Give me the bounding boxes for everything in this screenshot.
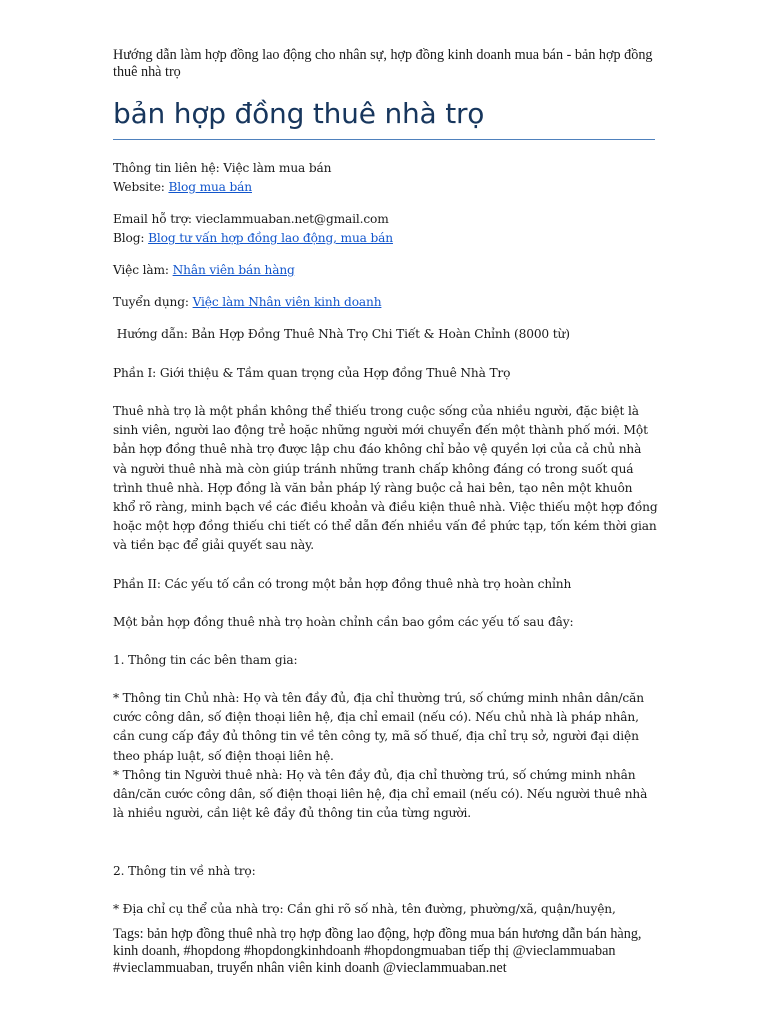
title-underline (113, 139, 655, 140)
tags-footer: Tags: bản hợp đồng thuê nhà trọ hợp đồng lao động, hợp đồng mua bán hương dẫn bán hàng, kinh doanh, #hopdong #hopdongkinhdoanh #hopdongmuaban tiếp thị @vieclammuaban #vieclammuaban, truyển nhân viên kinh doanh @vieclammuaban.net (113, 926, 642, 976)
website-line (113, 178, 658, 197)
blog-label: Blog: (113, 231, 149, 245)
section1-paragraph: * Thông tin Chủ nhà: Họ và tên đầy đủ, địa chỉ thường trú, số chứng minh nhân dân/căn cước công dân, số điện thoại liên hệ, địa chỉ email (nếu có). Nếu chủ nhà là pháp nhân, cần cung cấp đầy đủ thông tin về tên công ty, mã số thuế, địa chỉ trụ sở, người đại diện theo pháp luật, số điện thoại liên hệ. * Thông tin Người thuê nhà: Họ và tên đầy đủ, địa chỉ thường trú, số chứng minh nhân dân/căn cước công dân, số điện thoại liên hệ, địa chỉ email (nếu có). Nếu người thuê nhà là nhiều người, cần liệt kê đầy đủ thông tin của từng người. (113, 691, 648, 821)
blog-link[interactable]: Blog tư vấn hợp đồng lao động, mua bán (148, 231, 393, 245)
document-title: bản hợp đồng thuê nhà trọ (113, 97, 485, 130)
part2-intro: Một bản hợp đồng thuê nhà trọ hoàn chỉnh cần bao gồm các yếu tố sau đây: (113, 615, 574, 629)
section2-paragraph: * Địa chỉ cụ thể của nhà trọ: Cần ghi rõ số nhà, tên đường, phường/xã, quận/huyện, (113, 902, 616, 916)
email-line: Email hỗ trợ: vieclammuaban.net@gmail.com (113, 212, 389, 226)
website-link[interactable]: Blog mua bán (168, 180, 252, 194)
part2-heading: Phần II: Các yếu tố cần có trong một bản hợp đồng thuê nhà trọ hoàn chỉnh (113, 577, 572, 591)
part1-heading: Phần I: Giới thiệu & Tầm quan trọng của Hợp đồng Thuê Nhà Trọ (113, 366, 511, 380)
part1-paragraph: Thuê nhà trọ là một phần không thể thiếu trong cuộc sống của nhiều người, đặc biệt là sinh viên, người lao động trẻ hoặc những người mới chuyển đến một thành phố mới. Một bản hợp đồng thuê nhà trọ được lập chu đáo không chỉ bảo vệ quyền lợi của cả chủ nhà và người thuê nhà mà còn giúp tránh những tranh chấp không đáng có trong suốt quá trình thuê nhà. Hợp đồng là văn bản pháp lý ràng buộc cả hai bên, tạo nên một khuôn khổ rõ ràng, minh bạch về các điều khoản và điều kiện thuê nhà. Việc thiếu một hợp đồng hoặc một hợp đồng thiếu chi tiết có thể dẫn đến nhiều vấn đề phức tạp, tốn kém thời gian và tiền bạc để giải quyết sau này. (113, 404, 658, 553)
guide-line: Hướng dẫn: Bản Hợp Đồng Thuê Nhà Trọ Chi Tiết & Hoàn Chỉnh (8000 từ) (113, 327, 570, 341)
section1-heading: 1. Thông tin các bên tham gia: (113, 653, 298, 667)
recruit-link[interactable]: Việc làm Nhân viên kinh doanh (192, 295, 382, 309)
website-label: Website: (113, 180, 169, 194)
section2-heading: 2. Thông tin về nhà trọ: (113, 864, 256, 878)
recruit-label: Tuyển dụng: (113, 295, 193, 309)
blog-line (113, 229, 658, 248)
contact-info: Thông tin liên hệ: Việc làm mua bán (113, 161, 332, 175)
job-label: Việc làm: (113, 263, 173, 277)
recruit-line (113, 293, 658, 312)
job-link[interactable]: Nhân viên bán hàng (172, 263, 295, 277)
page-header-text: Hướng dẫn làm hợp đồng lao động cho nhân sự, hợp đồng kinh doanh mua bán - bản hợp đồng thuê nhà trọ (113, 47, 653, 80)
job-line (113, 261, 658, 280)
